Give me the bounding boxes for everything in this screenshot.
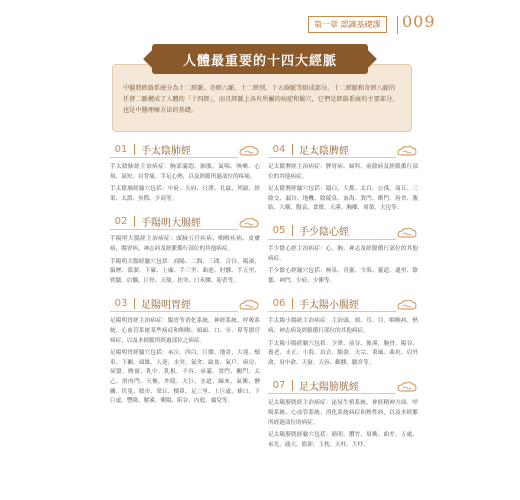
- section-rule: [268, 157, 396, 158]
- cloud-icon: [396, 224, 418, 236]
- left-column: [110, 140, 260, 415]
- section-header: [268, 376, 418, 394]
- section-paragraph: 足陽明胃經腧穴包括：承泣、四白、巨髎、地倉、大迎、頰車、下關、頭維、人迎、水突、氣舍、缺盆、氣戶、庫房、屋翳、膺窗、乳中、乳根、不容、承滿、梁門、關門、太乙、滑肉門、天樞、外陵、大巨、水道、歸來、氣衝、髀關、伏兔、陰市、梁丘、犢鼻、足三里、上巨虛、條口、下巨虛、豐隆、解溪、衝陽、陷谷、內庭、厲兌等。: [110, 350, 260, 405]
- section-paragraph: 足太陰脾經腧穴包括：隱白、大都、太白、公孫、商丘、三陰交、漏谷、地機、陰陵泉、血海、箕門、衝門、府舍、腹結、大橫、腹哀、食竇、天溪、胸鄉、周榮、大包等。: [268, 186, 418, 212]
- section-paragraph: 手太陽小腸經主治病症：主治頭、頸、耳、目、咽喉病、熱病、神志病及經脈循行部位的其他病症。: [268, 318, 418, 334]
- section-header: [110, 140, 260, 158]
- section-number: 06: [268, 298, 293, 309]
- section-paragraph: 手少陰心經主治病症：心、胸、神志及經脈循行部位的其他病症。: [268, 245, 418, 262]
- section-paragraph: 手太陰肺經腧穴包括：中府、天府、尺澤、孔最、列缺、經渠、太淵、魚際、少商等。: [110, 186, 260, 202]
- section-title: 手少陰心經: [299, 227, 349, 239]
- meridian-section: [268, 294, 418, 368]
- section-number: 02: [110, 216, 135, 227]
- section-rule: [110, 157, 238, 158]
- section-header: [110, 294, 260, 312]
- section-rule: [268, 239, 396, 240]
- chapter-tag: 第一章 認識基礎課: [308, 16, 387, 33]
- section-paragraph: 足太陽膀胱經腧穴包括：睛明、攢竹、眉衝、曲差、五處、承光、通天、絡卻、玉枕、天柱、大杼、: [268, 432, 418, 448]
- cloud-icon: [396, 378, 418, 390]
- section-header: [268, 294, 418, 312]
- section-rule: [110, 311, 238, 312]
- section-paragraph: 手太陽小腸經腧穴包括：少澤、前谷、後溪、腕骨、陽谷、養老、支正、小海、肩貞、臑俞、天宗、秉風、曲垣、肩外俞、肩中俞、天窗、天容、顴髎、聽宮等。: [268, 340, 418, 366]
- section-paragraph: 手少陰心經腧穴包括：極泉、青靈、少海、靈道、通里、陰郄、神門、少府、少衝等。: [268, 268, 418, 284]
- section-header: [268, 222, 418, 240]
- section-title: 足陽明胃經: [141, 299, 191, 311]
- section-number: 05: [268, 225, 293, 236]
- meridian-section: [268, 140, 418, 214]
- section-title: 足太陰脾經: [299, 145, 349, 157]
- section-title: 手陽明大腸經: [141, 217, 201, 229]
- section-rule: [268, 311, 396, 312]
- section-number: 03: [110, 298, 135, 309]
- intro-text: 中醫將經絡系統分為十二經脈、奇經八脈、十二經別、十五絡脈等組成部分。十二經脈和奇經八脈的任督二脈構成了人體的「十四經」，而且經脈上各有所屬的病症和臉穴，它們是經絡系統的主要部分，也是中醫理療方法的基礎。: [123, 85, 399, 114]
- page-title: 人體最重要的十四大經脈: [182, 53, 337, 69]
- intro-box: [112, 64, 412, 132]
- section-number: 01: [110, 144, 135, 155]
- section-header: [268, 140, 418, 158]
- section-paragraph: 足陽明胃經主治病症：腸胃等消化系統、神經系統、呼吸系統、心血管系統某些病症和咽喉、頭面、口、牙、鼻等器官病症，以及本經脈所經過部位之病症。: [110, 318, 260, 344]
- section-paragraph: 足太陰脾經主治病症：脾胃病、婦科、前陰病及經脈循行部位的其他病症。: [268, 164, 418, 180]
- page-number: 009: [402, 12, 436, 31]
- section-number: 04: [268, 144, 293, 155]
- cloud-icon: [238, 214, 260, 226]
- cloud-icon: [238, 142, 260, 154]
- section-number: 07: [268, 380, 293, 391]
- title-banner: [152, 44, 368, 74]
- section-title: 手太陽小腸經: [299, 299, 359, 311]
- section-title: 手太陰肺經: [141, 145, 191, 157]
- page-number-divider: [397, 16, 398, 34]
- cloud-icon: [238, 296, 260, 308]
- section-paragraph: 手太陰肺經主治病症：胸部滿悶、肺脹、氣喘、咳嗽、心煩、氣短、肩背痛、手足心熱，以及經脈所過部位的疼痛。: [110, 164, 260, 180]
- cloud-icon: [396, 142, 418, 154]
- meridian-section: [110, 212, 260, 286]
- meridian-section: [110, 140, 260, 204]
- section-paragraph: 手陽明大腸經腧穴包括：商陽、二間、三間、合谷、陽溪、偏歷、溫溜、下廉、上廉、手三里、曲池、肘髎、手五里、臂臑、肩髃、巨骨、天鼎、扶突、口禾髎、迎香等。: [110, 258, 260, 284]
- section-title: 足太陽膀胱經: [299, 381, 359, 393]
- right-column: [268, 140, 418, 458]
- cloud-icon: [396, 296, 418, 308]
- section-paragraph: 足太陽膀胱經主治病症：泌尿生殖系統、神經精神方面、呼吸系統、心血管系統、消化系統病症和熱性病，以及本經脈所經過部位的病症。: [268, 400, 418, 426]
- meridian-section: [110, 294, 260, 406]
- section-paragraph: 手陽明大腸經主治病症：頭臉五官疾病、咽喉疾病、皮膚病、腸胃病、神志病及經脈循行部位的其他病症。: [110, 236, 260, 252]
- meridian-section: [268, 376, 418, 450]
- section-rule: [110, 229, 238, 230]
- meridian-section: [268, 222, 418, 286]
- section-header: [110, 212, 260, 230]
- section-rule: [268, 393, 396, 394]
